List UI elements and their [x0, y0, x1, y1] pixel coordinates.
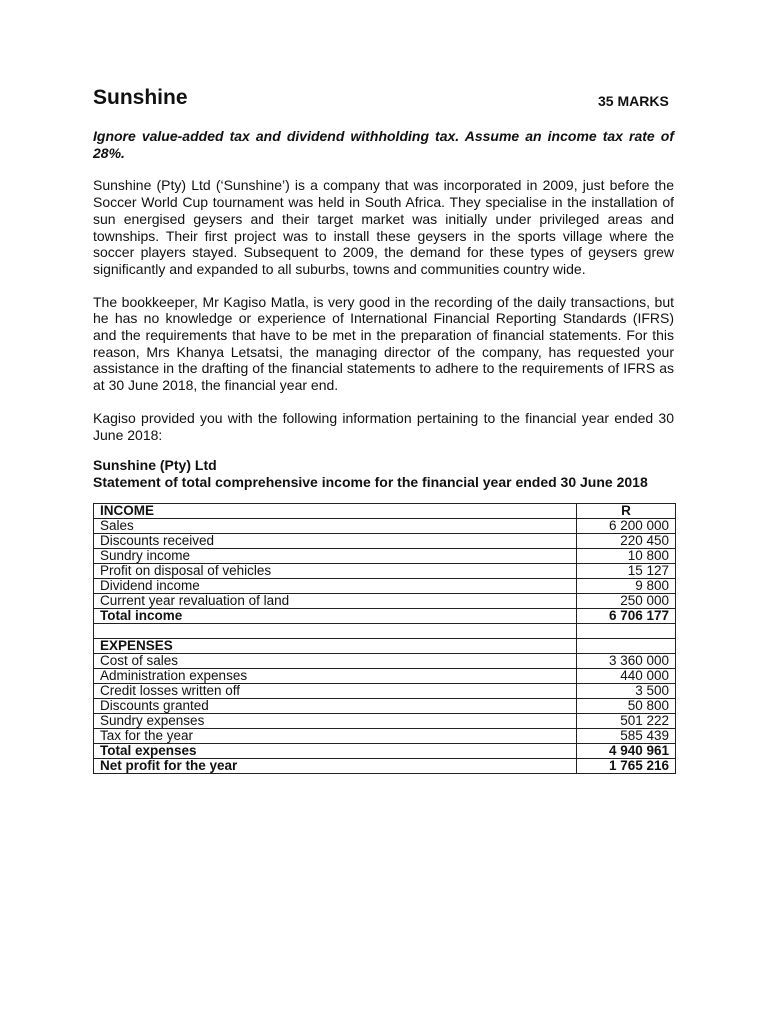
title-row — [93, 86, 674, 114]
row-amount: 250 000 — [577, 593, 676, 608]
table-row — [94, 578, 676, 593]
row-label: Discounts granted — [94, 698, 577, 713]
row-amount — [577, 623, 676, 638]
table-row — [94, 653, 676, 668]
statement-company: Sunshine (Pty) Ltd — [93, 457, 217, 474]
row-label: Discounts received — [94, 533, 577, 548]
table-row — [94, 683, 676, 698]
row-label: Sales — [94, 518, 577, 533]
row-label: EXPENSES — [94, 638, 577, 653]
row-label: Administration expenses — [94, 668, 577, 683]
row-amount: 440 000 — [577, 668, 676, 683]
table-row — [94, 728, 676, 743]
row-label: Sundry expenses — [94, 713, 577, 728]
table-row — [94, 503, 676, 518]
row-amount: 501 222 — [577, 713, 676, 728]
table-row — [94, 533, 676, 548]
row-label: Dividend income — [94, 578, 577, 593]
table-row — [94, 623, 676, 638]
table-row — [94, 638, 676, 653]
row-amount: 220 450 — [577, 533, 676, 548]
table-row — [94, 518, 676, 533]
paragraph-intro: Kagiso provided you with the following information pertaining to the financial year ended 30 June 2018: — [93, 409, 674, 443]
row-label: Tax for the year — [94, 728, 577, 743]
paragraph-background: Sunshine (Pty) Ltd (‘Sunshine’) is a company that was incorporated in 2009, just before the Soccer World Cup tournament was held in South Africa. They specialise in the installation of sun energised geysers and their target market was initially under privileged areas and townships. Their first project was to install these geysers in the sports village where the soccer players stayed. Subsequent to 2009, the demand for these types of geysers grew significantly and expanded to all suburbs, towns and communities country wide. — [93, 177, 674, 277]
row-amount: R — [577, 503, 676, 518]
row-amount — [577, 638, 676, 653]
row-label: Cost of sales — [94, 653, 577, 668]
row-label: Sundry income — [94, 548, 577, 563]
row-amount: 6 200 000 — [577, 518, 676, 533]
instruction-text: Ignore value-added tax and dividend withholding tax. Assume an income tax rate of 28%. — [93, 128, 674, 161]
table-row — [94, 563, 676, 578]
row-amount: 1 765 216 — [577, 758, 676, 773]
row-amount: 15 127 — [577, 563, 676, 578]
row-label: INCOME — [94, 503, 577, 518]
row-label: Total expenses — [94, 743, 577, 758]
document-page — [93, 86, 674, 774]
table-row — [94, 758, 676, 773]
row-label: Current year revaluation of land — [94, 593, 577, 608]
marks-label: 35 MARKS — [598, 93, 669, 109]
table-row — [94, 668, 676, 683]
row-amount: 10 800 — [577, 548, 676, 563]
row-amount: 3 500 — [577, 683, 676, 698]
row-amount: 585 439 — [577, 728, 676, 743]
table-row — [94, 713, 676, 728]
row-label — [94, 623, 577, 638]
statement-heading: Statement of total comprehensive income for the financial year ended 30 June 2018 — [93, 473, 648, 490]
row-label: Net profit for the year — [94, 758, 577, 773]
row-label: Profit on disposal of vehicles — [94, 563, 577, 578]
row-amount: 50 800 — [577, 698, 676, 713]
row-label: Total income — [94, 608, 577, 623]
table-row — [94, 593, 676, 608]
row-amount: 3 360 000 — [577, 653, 676, 668]
row-amount: 9 800 — [577, 578, 676, 593]
table-row — [94, 608, 676, 623]
table-row — [94, 698, 676, 713]
income-statement-table — [93, 503, 676, 774]
paragraph-bookkeeper: The bookkeeper, Mr Kagiso Matla, is very good in the recording of the daily transactions, but he has no knowledge or experience of International Financial Reporting Standards (IFRS) and the requirements that have to be met in the preparation of financial statements. For this reason, Mrs Khanya Letsatsi, the managing director of the company, has requested your assistance in the drafting of the financial statements to adhere to the requirements of IFRS as at 30 June 2018, the financial year end. — [93, 293, 674, 394]
row-label: Credit losses written off — [94, 683, 577, 698]
question-title: Sunshine — [93, 86, 188, 109]
table-row — [94, 548, 676, 563]
row-amount: 4 940 961 — [577, 743, 676, 758]
table-row — [94, 743, 676, 758]
row-amount: 6 706 177 — [577, 608, 676, 623]
